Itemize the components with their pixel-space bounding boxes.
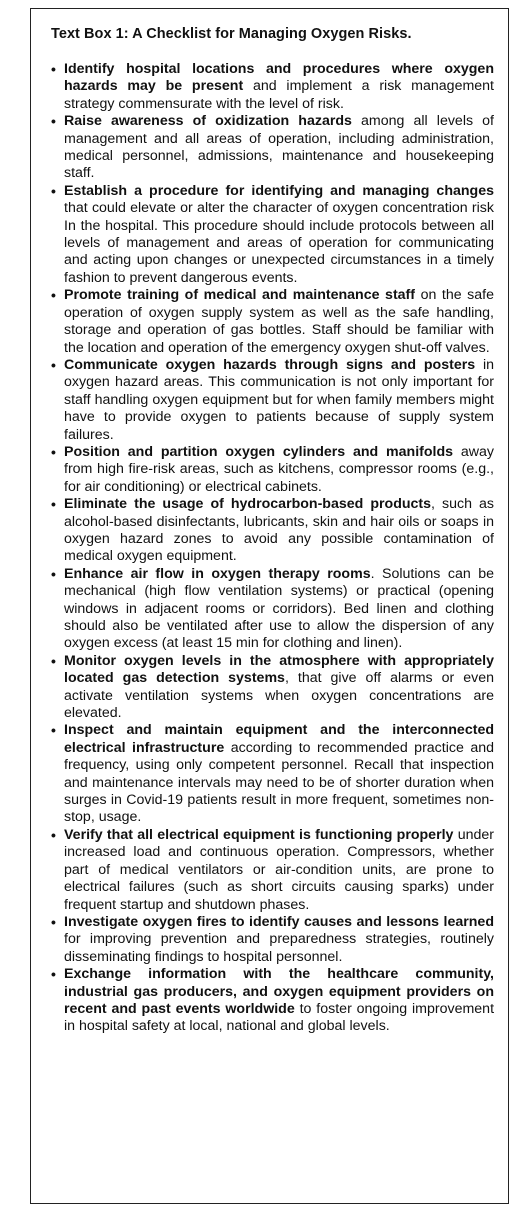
item-text: , that give off alarms or even activate ventilation systems when oxygen concentrations are elevated. (64, 670, 495, 722)
item-lead: Eliminate the usage of hydrocarbon-based products (64, 496, 432, 513)
list-item (51, 566, 494, 653)
item-lead: Inspect and maintain equipment and the interconnected electrical infrastructure (64, 722, 494, 756)
list-item (51, 444, 494, 496)
bullet-icon: • (51, 722, 56, 739)
item-text: . Solutions can be mechanical (high flow ventilation systems) or practical (opening windows in adjacent rooms or corridors). Bed linen and clothing should also be ventilated after use to allow the dispersion of any oxygen excess (at least 15 min for clothing and linen). (64, 565, 494, 652)
item-text: and implement a risk management strategy commensurate with the level of risk. (64, 78, 494, 112)
item-lead: Promote training of medical and maintenance staff (64, 287, 416, 304)
bullet-icon: • (51, 61, 56, 77)
item-text: to foster ongoing improvement in hospital safety at local, national and global levels. (64, 1000, 495, 1035)
item-lead: Investigate oxygen fires to identify causes and lessons learned (64, 913, 494, 930)
item-text: for improving prevention and preparedness strategies, routinely disseminating findings to hospital personnel. (64, 931, 494, 965)
list-item (51, 357, 494, 444)
item-text: away from high fire-risk areas, such as kitchens, compressor rooms (e.g., for air conditioning) or electrical cabinets. (64, 443, 495, 495)
bullet-icon: • (51, 913, 56, 930)
text-box (30, 8, 509, 1204)
list-item (51, 653, 494, 723)
bullet-icon: • (51, 565, 56, 582)
list-item (51, 966, 494, 1036)
list-item (51, 496, 494, 566)
item-text: in oxygen hazard areas. This communication is not only important for staff handling oxygen equipment but for when family members might have to provide oxygen to patients because of supply system failures. (64, 356, 495, 443)
item-lead: Identify hospital locations and procedures where oxygen hazards may be present (64, 61, 494, 95)
item-text: under increased load and continuous operation. Compressors, whether part of medical ventilators or air-condition units, are prone to electrical failures (such as short circuits causing sparks) under frequent startup and shutdown phases. (64, 826, 494, 913)
bullet-icon: • (51, 356, 56, 373)
list-item (51, 113, 494, 183)
list-item (51, 827, 494, 914)
item-text: on the safe operation of oxygen supply system as well as the safe handling, storage and operation of gas bottles. Staff should be familiar with the location and operation of the emergency oxygen shut-off valves. (64, 287, 494, 356)
bullet-icon: • (51, 652, 56, 669)
item-text: , such as alcohol-based disinfectants, lubricants, skin and hair oils or soaps in oxygen hazard zones to avoid any possible contamination of medical oxygen equipment. (64, 496, 495, 565)
checklist (51, 61, 494, 1036)
bullet-icon: • (51, 182, 56, 199)
list-item (51, 722, 494, 826)
bullet-icon: • (51, 113, 56, 130)
item-lead: Verify that all electrical equipment is functioning properly (64, 826, 454, 843)
item-lead: Establish a procedure for identifying and managing changes (64, 182, 494, 199)
item-lead: Enhance air flow in oxygen therapy rooms (64, 565, 371, 582)
item-text: according to recommended practice and frequency, using only competent personnel. Recall that inspection and maintenance intervals may need to be of shorter duration when surges in Covid-19 patients result in more frequent, sometimes non-stop, usage. (64, 739, 494, 826)
list-item (51, 914, 494, 966)
item-lead: Exchange information with the healthcare community, industrial gas producers, and oxygen equipment providers on recent and past events worldwide (64, 966, 494, 1017)
bullet-icon: • (51, 966, 56, 983)
bullet-icon: • (51, 443, 56, 460)
item-text: among all levels of management and all areas of operation, including administration, medical personnel, admissions, maintenance and housekeeping staff. (64, 113, 494, 182)
bullet-icon: • (51, 496, 56, 513)
bullet-icon: • (51, 826, 56, 843)
item-lead: Communicate oxygen hazards through signs and posters (64, 356, 476, 373)
item-lead: Monitor oxygen levels in the atmosphere with appropriately located gas detection systems (64, 652, 494, 687)
text-box-title: Text Box 1: A Checklist for Managing Oxygen Risks. (51, 26, 412, 42)
list-item (51, 183, 494, 287)
list-item (51, 287, 494, 357)
item-text: that could elevate or alter the character of oxygen concentration risk In the hospital. This procedure should include protocols between all levels of management and areas of operation for communicating and acting upon changes or unexpected circumstances in a timely fashion to prevent dangerous events. (64, 200, 494, 286)
bullet-icon: • (51, 287, 56, 304)
list-item (51, 61, 494, 113)
item-lead: Raise awareness of oxidization hazards (64, 113, 352, 130)
item-lead: Position and partition oxygen cylinders and manifolds (64, 443, 454, 460)
